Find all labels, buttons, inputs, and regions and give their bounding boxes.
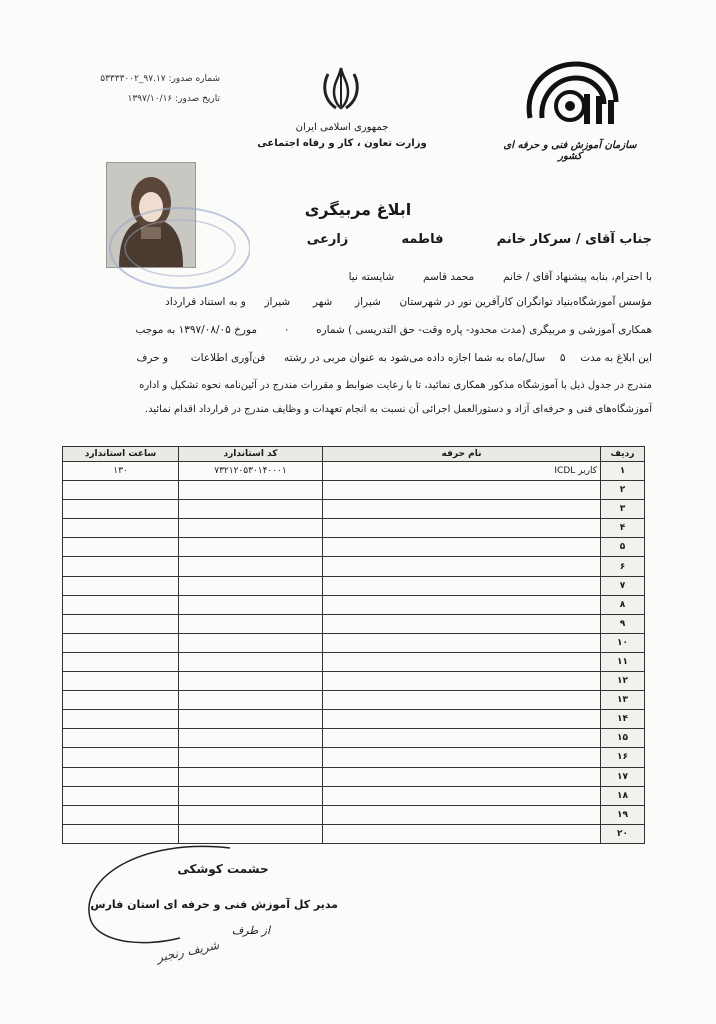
table-row (63, 538, 645, 557)
col-standard-code: کد استاندارد (179, 447, 323, 462)
trade-name-cell (323, 691, 601, 710)
row-number-cell: ۱۹ (601, 805, 645, 824)
standard-code-cell (179, 652, 323, 671)
standard-hours-cell (63, 519, 179, 538)
standard-code-cell (179, 786, 323, 805)
standard-code-cell (179, 481, 323, 500)
standard-code-cell (179, 748, 323, 767)
standard-code-cell (179, 576, 323, 595)
trade-name-cell (323, 614, 601, 633)
standard-hours-cell (63, 767, 179, 786)
table-row (63, 519, 645, 538)
row-number-cell: ۱۳ (601, 691, 645, 710)
trade-name-cell (323, 767, 601, 786)
standard-code-cell (179, 710, 323, 729)
issue-date: تاریخ صدور: ۱۳۹۷/۱۰/۱۶ (127, 94, 220, 104)
trades-table (62, 446, 645, 844)
row-number-cell: ۱۱ (601, 652, 645, 671)
row-number-cell: ۱۶ (601, 748, 645, 767)
trade-name-cell (323, 710, 601, 729)
iran-emblem-icon (318, 64, 364, 112)
row-number-cell: ۴ (601, 519, 645, 538)
table-row (63, 672, 645, 691)
table-row (63, 633, 645, 652)
table-row (63, 805, 645, 824)
table-row (63, 710, 645, 729)
ministry-name: وزارت تعاون ، کار و رفاه اجتماعی (257, 138, 427, 149)
standard-hours-cell (63, 652, 179, 671)
table-header-row (63, 447, 645, 462)
standard-code-cell (179, 767, 323, 786)
table-row (63, 691, 645, 710)
row-number-cell: ۲۰ (601, 824, 645, 843)
gov-name: جمهوری اسلامی ایران (295, 122, 389, 133)
trade-name-cell (323, 500, 601, 519)
standard-hours-cell (63, 538, 179, 557)
standard-hours-cell (63, 691, 179, 710)
row-number-cell: ۱۸ (601, 786, 645, 805)
row-number-cell: ۸ (601, 595, 645, 614)
proposal-line: با احترام، بنابه پیشنهاد آقای / خانم محمد قاسم شایسته نیا (348, 271, 652, 283)
trade-name-cell (323, 652, 601, 671)
row-number-cell: ۵ (601, 538, 645, 557)
table-row (63, 500, 645, 519)
signatory-name: حشمت کوشکی (177, 862, 269, 876)
trade-name-cell (323, 729, 601, 748)
recipient-line: جناب آقای / سرکار خانم فاطمه زارعی (306, 232, 652, 247)
table-row (63, 786, 645, 805)
contract-line: همکاری آموزشی و مربیگری (مدت محدود- پاره وقت- حق التدریسی ) شماره ۰ مورخ ۱۳۹۷/۰۸/۰۵ به موجب (135, 324, 652, 336)
trade-name-cell (323, 748, 601, 767)
row-number-cell: ۷ (601, 576, 645, 595)
document-title: ابلاغ مربیگری (304, 200, 412, 219)
trade-name-cell (323, 538, 601, 557)
standard-hours-cell (63, 500, 179, 519)
standard-code-cell (179, 614, 323, 633)
standard-code-cell (179, 557, 323, 576)
trade-name-cell (323, 786, 601, 805)
permit-line: این ابلاغ به مدت ۵ سال/ماه به شما اجازه داده می‌شود به عنوان مربی در رشته فن‌آوری اطلاعات و حرف (136, 352, 652, 364)
trade-name-cell (323, 576, 601, 595)
standard-hours-cell (63, 614, 179, 633)
issue-number: شماره صدور: ۹۷.۱۷_۵۳۳۳۳۰۰۲ (100, 74, 220, 84)
standard-hours-cell (63, 576, 179, 595)
standard-hours-cell (63, 633, 179, 652)
trade-name-cell (323, 595, 601, 614)
table-row (63, 767, 645, 786)
standard-hours-cell (63, 805, 179, 824)
standard-hours-cell (63, 710, 179, 729)
standard-hours-cell (63, 595, 179, 614)
table-row (63, 652, 645, 671)
col-trade-name: نام حرفه (323, 447, 601, 462)
standard-code-cell (179, 500, 323, 519)
standard-code-cell (179, 672, 323, 691)
standard-code-cell (179, 595, 323, 614)
standard-code-cell (179, 633, 323, 652)
handwritten-name: شریف رنجبر (155, 937, 221, 965)
standard-code-cell (179, 805, 323, 824)
row-number-cell: ۱۴ (601, 710, 645, 729)
standard-hours-cell (63, 729, 179, 748)
tvto-logo-icon (518, 56, 622, 138)
col-row-number: ردیف (601, 447, 645, 462)
terms-line-1: مندرج در جدول ذیل با آموزشگاه مذکور همکاری نمائید، تا با رعایت ضوابط و مقررات مندرج در آئین‌نامه نحوه تشکیل و اداره (139, 380, 652, 391)
standard-hours-cell (63, 786, 179, 805)
signatory-position: مدیر کل آموزش فنی و حرفه ای استان فارس (90, 898, 338, 911)
trade-name-cell (323, 557, 601, 576)
row-number-cell: ۱ (601, 462, 645, 481)
table-row (63, 748, 645, 767)
trade-name-cell (323, 481, 601, 500)
row-number-cell: ۱۲ (601, 672, 645, 691)
standard-hours-cell (63, 672, 179, 691)
trade-name-cell (323, 519, 601, 538)
row-number-cell: ۹ (601, 614, 645, 633)
row-number-cell: ۳ (601, 500, 645, 519)
institute-line: مؤسس آموزشگاه‌بنیاد توانگران کارآفرین نور در شهرستان شیراز شهر شیراز و به استناد قرارداد (165, 296, 652, 308)
col-standard-hours: ساعت استاندارد (63, 447, 179, 462)
standard-hours-cell: ۱۳۰ (63, 462, 179, 481)
trade-name-cell (323, 633, 601, 652)
row-number-cell: ۱۵ (601, 729, 645, 748)
table-row (63, 557, 645, 576)
trade-name-cell (323, 672, 601, 691)
standard-code-cell (179, 519, 323, 538)
row-number-cell: ۶ (601, 557, 645, 576)
table-row (63, 481, 645, 500)
table-row (63, 729, 645, 748)
photo-stamp-icon (100, 198, 250, 294)
trade-name-cell: کاربر ICDL (323, 462, 601, 481)
standard-code-cell (179, 729, 323, 748)
standard-hours-cell (63, 481, 179, 500)
trade-name-cell (323, 805, 601, 824)
row-number-cell: ۱۷ (601, 767, 645, 786)
standard-hours-cell (63, 748, 179, 767)
standard-hours-cell (63, 557, 179, 576)
row-number-cell: ۲ (601, 481, 645, 500)
trade-name-cell (323, 824, 601, 843)
table-row (63, 614, 645, 633)
standard-code-cell (179, 691, 323, 710)
org-name: سازمان آموزش فنی و حرفه ای کشور (503, 140, 637, 162)
table-row (63, 576, 645, 595)
table-row (63, 462, 645, 481)
standard-code-cell (179, 538, 323, 557)
standard-code-cell: ۷۳۲۱۲۰۵۳۰۱۴۰۰۰۱ (179, 462, 323, 481)
row-number-cell: ۱۰ (601, 633, 645, 652)
cc-label: از طرف (231, 924, 270, 937)
table-row (63, 595, 645, 614)
terms-line-2: آموزشگاه‌های فنی و حرفه‌ای آزاد و دستورالعمل اجرائی آن نسبت به انجام تعهدات و وظایف مندرج در قرارداد اقدام نمائید. (144, 404, 652, 415)
